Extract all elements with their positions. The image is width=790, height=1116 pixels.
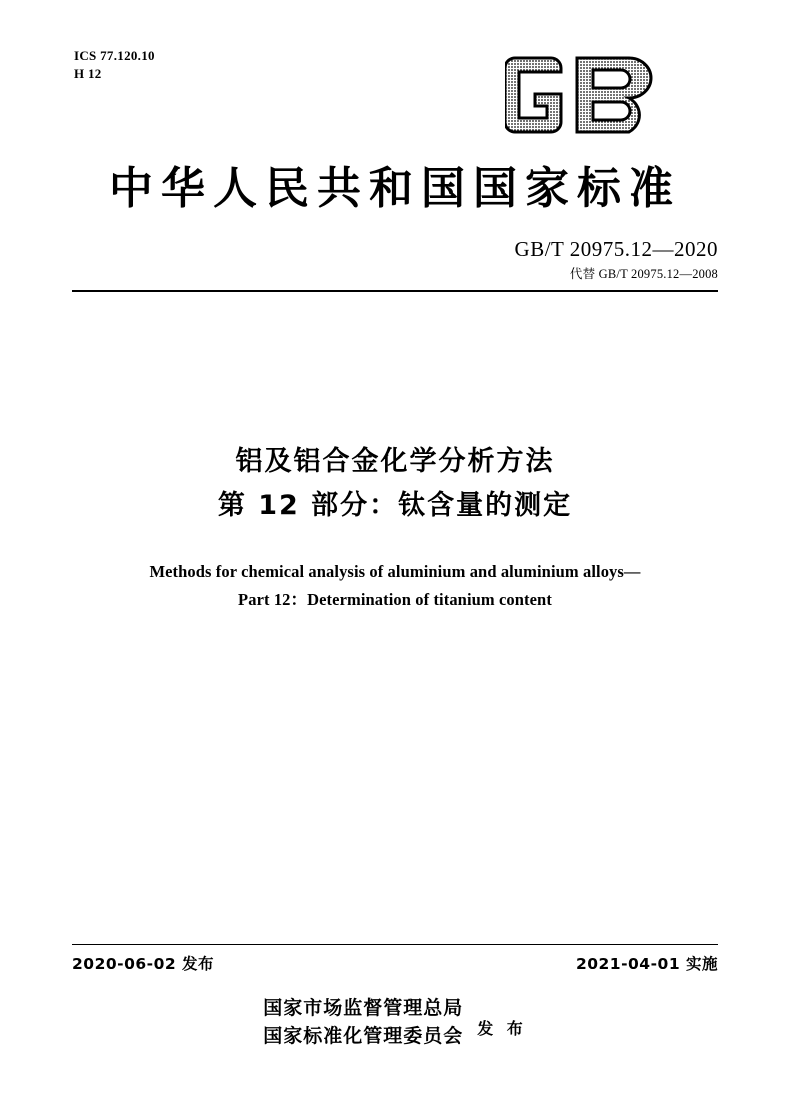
issuer-line1: 国家市场监督管理总局 — [263, 997, 464, 1019]
issuer-line2: 国家标准化管理委员会 — [263, 1024, 464, 1047]
standard-number-block — [515, 237, 718, 282]
standard-replaces: 代替 GB/T 20975.12—2008 — [569, 267, 718, 282]
divider-bottom — [72, 944, 718, 945]
ics-code: ICS 77.120.10 — [74, 48, 155, 63]
standard-number: GB/T 20975.12—2020 — [514, 237, 718, 261]
title-en-line2: Part 12：Determination of titanium content — [238, 590, 552, 610]
issue-date: 2020-06-02 发布 — [72, 955, 215, 973]
implementation-date: 2021-04-01 实施 — [575, 955, 718, 973]
document-title-en — [0, 558, 790, 615]
title-cn-line1: 铝及铝合金化学分析方法 — [235, 446, 555, 477]
classification-block — [74, 47, 155, 82]
issuer-block — [0, 995, 790, 1050]
issuer-verb: 发 布 — [477, 1019, 527, 1039]
title-cn-line2: 第 12 部分：钛含量的测定 — [217, 489, 573, 521]
page-title: 中华人民共和国国家标准 — [109, 163, 681, 214]
divider-top — [72, 290, 718, 292]
gb-logo-icon — [505, 54, 675, 136]
ccs-code: H 12 — [74, 65, 102, 81]
issuer-names — [263, 995, 463, 1050]
title-en-line1: Methods for chemical analysis of aluminium and aluminium alloys— — [149, 562, 641, 581]
document-title-cn — [0, 440, 790, 527]
date-row — [72, 952, 718, 974]
